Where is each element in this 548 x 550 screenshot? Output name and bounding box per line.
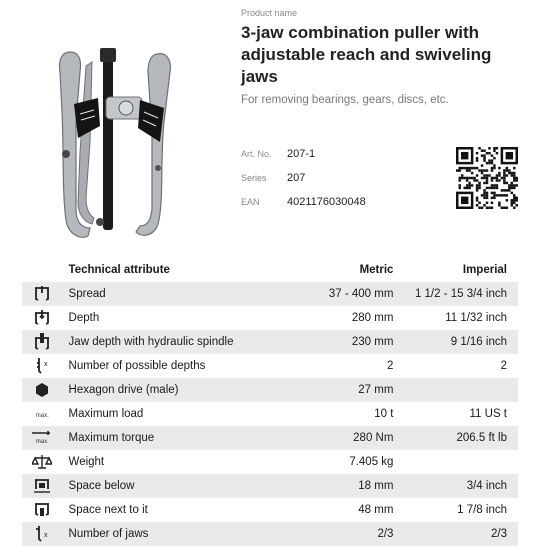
attribute-name: Spread bbox=[63, 282, 295, 306]
possible-depths-icon bbox=[33, 357, 51, 375]
table-row bbox=[22, 378, 518, 402]
imperial-value: 2 bbox=[500, 360, 507, 372]
attribute-name: Space below bbox=[63, 474, 295, 498]
max-load-icon: max. bbox=[35, 413, 49, 419]
product-meta bbox=[241, 148, 366, 220]
table-row bbox=[22, 354, 518, 378]
metric-value: 2/3 bbox=[295, 522, 394, 546]
metric-value: 280 Nm bbox=[295, 426, 394, 450]
hydraulic-depth-icon bbox=[33, 333, 51, 351]
table-row bbox=[22, 282, 518, 306]
attribute-name: Jaw depth with hydraulic spindle bbox=[63, 330, 295, 354]
meta-key: EAN bbox=[241, 197, 260, 207]
table-header-row bbox=[22, 258, 518, 282]
imperial-value: 1 7/8 inch bbox=[457, 504, 507, 516]
meta-key: Art. No. bbox=[241, 149, 272, 159]
space-below-icon bbox=[32, 477, 52, 495]
imperial-value bbox=[393, 450, 518, 474]
number-of-jaws-icon bbox=[33, 525, 51, 543]
header-imperial: Imperial bbox=[462, 264, 507, 276]
product-image bbox=[40, 42, 200, 252]
attribute-name: Number of possible depths bbox=[68, 360, 206, 372]
attribute-name: Maximum torque bbox=[63, 426, 295, 450]
table-row bbox=[22, 306, 518, 330]
table-row bbox=[22, 498, 518, 522]
metric-value: 280 mm bbox=[351, 312, 394, 324]
header-technical-attribute: Technical attribute bbox=[68, 264, 170, 276]
table-row bbox=[22, 474, 518, 498]
metric-value: 48 mm bbox=[358, 504, 394, 516]
product-title: 3-jaw combination puller with adjustable reach and swiveling jaws bbox=[241, 23, 492, 86]
imperial-value bbox=[393, 378, 518, 402]
attribute-name: Maximum load bbox=[68, 408, 144, 420]
meta-row-ean bbox=[241, 196, 366, 220]
metric-value: 2 bbox=[387, 360, 394, 372]
imperial-value: 11 1/32 inch bbox=[445, 312, 507, 324]
meta-row-art-no bbox=[241, 148, 366, 172]
metric-value: 18 mm bbox=[295, 474, 394, 498]
hexagon-icon bbox=[35, 383, 49, 397]
meta-value: 207-1 bbox=[287, 148, 316, 160]
spread-icon bbox=[33, 286, 51, 302]
svg-text:x: x bbox=[44, 532, 48, 539]
qr-code[interactable] bbox=[456, 147, 518, 209]
attribute-name: Space next to it bbox=[68, 504, 148, 516]
attribute-name: Hexagon drive (male) bbox=[63, 378, 295, 402]
meta-value: 4021176030048 bbox=[287, 196, 366, 208]
header-metric: Metric bbox=[359, 264, 394, 276]
table-row bbox=[22, 402, 518, 426]
metric-value: 10 t bbox=[374, 408, 394, 420]
meta-row-series bbox=[241, 172, 366, 196]
table-row bbox=[22, 450, 518, 474]
product-name-label: Product name bbox=[241, 8, 298, 18]
metric-value: 7.405 kg bbox=[349, 456, 394, 468]
table-row bbox=[22, 330, 518, 354]
table-row bbox=[22, 426, 518, 450]
weight-icon bbox=[32, 454, 52, 470]
metric-value: 27 mm bbox=[295, 378, 394, 402]
table-row bbox=[22, 522, 518, 546]
metric-value: 230 mm bbox=[295, 330, 394, 354]
meta-value: 207 bbox=[287, 172, 306, 184]
metric-value: 37 - 400 mm bbox=[295, 282, 394, 306]
attribute-name: Number of jaws bbox=[63, 522, 295, 546]
imperial-value: 3/4 inch bbox=[393, 474, 518, 498]
imperial-value: 9 1/16 inch bbox=[393, 330, 518, 354]
technical-attributes-table bbox=[22, 258, 518, 546]
attribute-name: Depth bbox=[68, 312, 100, 324]
space-next-icon bbox=[32, 501, 52, 519]
svg-text:x: x bbox=[44, 361, 48, 368]
imperial-value: 1 1/2 - 15 3/4 inch bbox=[393, 282, 518, 306]
depth-icon bbox=[33, 310, 51, 326]
max-torque-icon: max. bbox=[32, 431, 52, 445]
imperial-value: 206.5 ft lb bbox=[393, 426, 518, 450]
imperial-value: 11 US t bbox=[469, 408, 507, 420]
meta-key: Series bbox=[241, 173, 267, 183]
imperial-value: 2/3 bbox=[393, 522, 518, 546]
product-subtitle: For removing bearings, gears, discs, etc. bbox=[241, 94, 449, 106]
attribute-name: Weight bbox=[68, 456, 105, 468]
